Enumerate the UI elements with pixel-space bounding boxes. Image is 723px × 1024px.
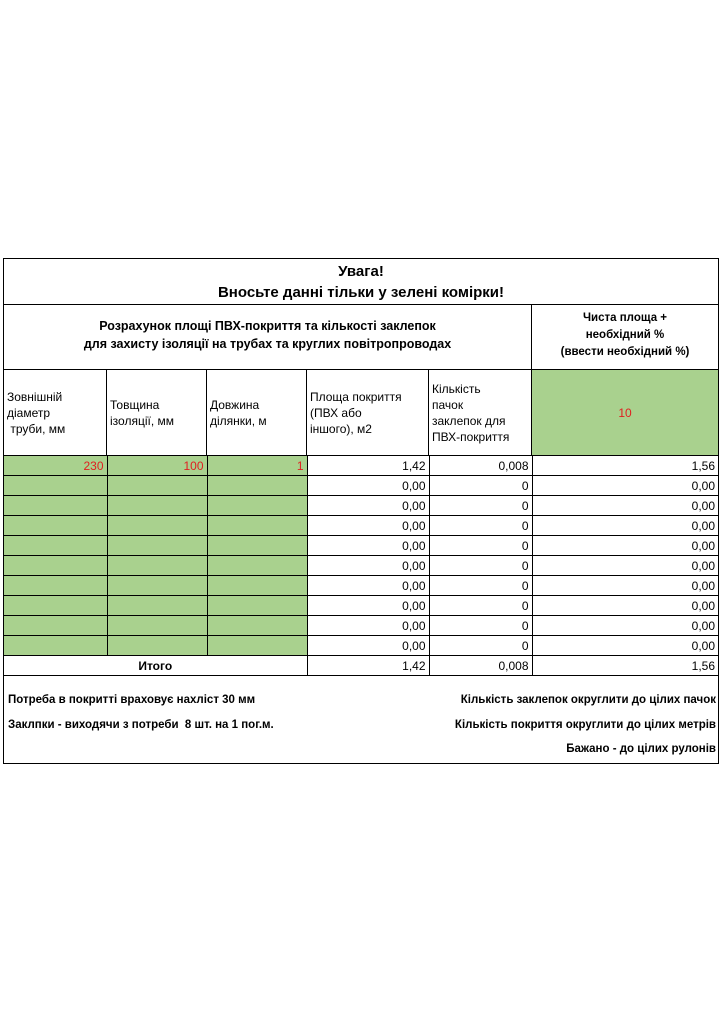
cell-rivets: 0 [429, 576, 532, 596]
col-header-line: Зовнішній [7, 389, 63, 404]
cell-diameter[interactable] [4, 516, 107, 536]
cell-net-area: 0,00 [532, 496, 718, 516]
cell-rivets: 0 [429, 596, 532, 616]
col-header-line: ПВХ-покриття [432, 429, 510, 444]
col-header-rivets [429, 370, 532, 456]
cell-net-area: 0,00 [532, 596, 718, 616]
cell-diameter[interactable] [4, 636, 107, 656]
col-header-line: Площа покриття [310, 389, 402, 404]
col-header-line: пачок [432, 397, 464, 412]
col-header-line: (ПВХ або [310, 405, 362, 420]
cell-net-area: 0,00 [532, 516, 718, 536]
note-round-rivets: Кількість заклепок округлити до цілих пачок [460, 694, 716, 706]
cell-diameter[interactable] [4, 556, 107, 576]
cell-thickness[interactable] [107, 476, 207, 496]
col-header-line: ізоляції, мм [110, 413, 174, 428]
net-area-header-line: необхідний % [585, 329, 665, 341]
calc-title-line: Розрахунок площі ПВХ-покриття та кількості заклепок [99, 319, 436, 333]
note-round-rolls: Бажано - до цілих рулонів [566, 743, 716, 755]
cell-length[interactable] [207, 616, 307, 636]
total-rivets: 0,008 [429, 656, 532, 676]
net-area-header-line: (ввести необхідний %) [560, 346, 690, 358]
col-header-line: Довжина [210, 397, 260, 412]
col-header-length [207, 370, 307, 456]
cell-area: 0,00 [307, 536, 429, 556]
cell-diameter[interactable] [4, 576, 107, 596]
cell-rivets: 0,008 [429, 456, 532, 476]
cell-diameter[interactable]: 230 [4, 456, 107, 476]
total-area: 1,42 [307, 656, 429, 676]
cell-diameter[interactable] [4, 596, 107, 616]
cell-rivets: 0 [429, 536, 532, 556]
col-header-line: труби, мм [7, 421, 66, 436]
table-row [4, 476, 718, 496]
table-row [4, 596, 718, 616]
cell-length[interactable] [207, 476, 307, 496]
cell-thickness[interactable] [107, 616, 207, 636]
calc-title-line: для захисту ізоляції на трубах та круглих повітропроводах [83, 337, 452, 351]
col-header-area [307, 370, 429, 456]
net-area-header-line: Чиста площа + [582, 312, 668, 324]
col-header-thickness [107, 370, 207, 456]
col-header-line: Товщина [110, 397, 160, 412]
cell-rivets: 0 [429, 556, 532, 576]
table-row [4, 556, 718, 576]
cell-rivets: 0 [429, 476, 532, 496]
cell-thickness[interactable]: 100 [107, 456, 207, 476]
cell-thickness[interactable] [107, 496, 207, 516]
cell-diameter[interactable] [4, 496, 107, 516]
cell-rivets: 0 [429, 496, 532, 516]
cell-thickness[interactable] [107, 516, 207, 536]
table-row [4, 516, 718, 536]
cell-rivets: 0 [429, 516, 532, 536]
cell-net-area: 0,00 [532, 616, 718, 636]
cell-diameter[interactable] [4, 476, 107, 496]
cell-length[interactable]: 1 [207, 456, 307, 476]
cell-area: 0,00 [307, 616, 429, 636]
warning-banner [4, 259, 718, 305]
table-row [4, 496, 718, 516]
percent-value: 10 [618, 405, 632, 420]
warning-text: Вносьте данні тільки у зелені комірки! [217, 284, 505, 301]
cell-area: 1,42 [307, 456, 429, 476]
col-header-line: Кількість [432, 381, 481, 396]
cell-thickness[interactable] [107, 556, 207, 576]
cell-length[interactable] [207, 576, 307, 596]
cell-area: 0,00 [307, 636, 429, 656]
cell-length[interactable] [207, 596, 307, 616]
table-row [4, 616, 718, 636]
totals-label: Итого [4, 656, 307, 676]
note-round-cover: Кількість покриття округлити до цілих метрів [454, 719, 716, 731]
percent-input[interactable] [532, 370, 718, 456]
cell-rivets: 0 [429, 636, 532, 656]
cell-length[interactable] [207, 496, 307, 516]
spreadsheet [3, 258, 719, 764]
note-overlap: Потреба в покритті враховує нахліст 30 мм [8, 694, 256, 706]
table-row [4, 456, 718, 476]
note-rivet-rule: Заклпки - виходячи з потреби 8 шт. на 1 пог.м. [8, 719, 274, 731]
total-net-area: 1,56 [532, 656, 718, 676]
calc-title [4, 305, 532, 370]
cell-net-area: 0,00 [532, 536, 718, 556]
cell-net-area: 0,00 [532, 636, 718, 656]
cell-area: 0,00 [307, 576, 429, 596]
table-row [4, 576, 718, 596]
cell-thickness[interactable] [107, 596, 207, 616]
cell-net-area: 0,00 [532, 556, 718, 576]
cell-area: 0,00 [307, 516, 429, 536]
cell-area: 0,00 [307, 596, 429, 616]
cell-diameter[interactable] [4, 616, 107, 636]
cell-thickness[interactable] [107, 576, 207, 596]
cell-length[interactable] [207, 556, 307, 576]
cell-diameter[interactable] [4, 536, 107, 556]
cell-area: 0,00 [307, 496, 429, 516]
cell-thickness[interactable] [107, 536, 207, 556]
col-header-line: діаметр [7, 405, 51, 420]
cell-length[interactable] [207, 516, 307, 536]
totals-row [4, 656, 718, 676]
warning-title: Увага! [338, 263, 384, 280]
table-row [4, 636, 718, 656]
cell-area: 0,00 [307, 476, 429, 496]
cell-area: 0,00 [307, 556, 429, 576]
col-header-line: заклепок для [432, 413, 506, 428]
col-header-line: ділянки, м [210, 413, 267, 428]
col-header-line: іншого), м2 [310, 421, 372, 436]
cell-net-area: 0,00 [532, 476, 718, 496]
cell-net-area: 0,00 [532, 576, 718, 596]
table-row [4, 536, 718, 556]
net-area-header [532, 305, 718, 370]
cell-length[interactable] [207, 636, 307, 656]
col-header-diameter [4, 370, 107, 456]
cell-rivets: 0 [429, 616, 532, 636]
cell-net-area: 1,56 [532, 456, 718, 476]
cell-thickness[interactable] [107, 636, 207, 656]
data-grid [4, 456, 718, 676]
cell-length[interactable] [207, 536, 307, 556]
